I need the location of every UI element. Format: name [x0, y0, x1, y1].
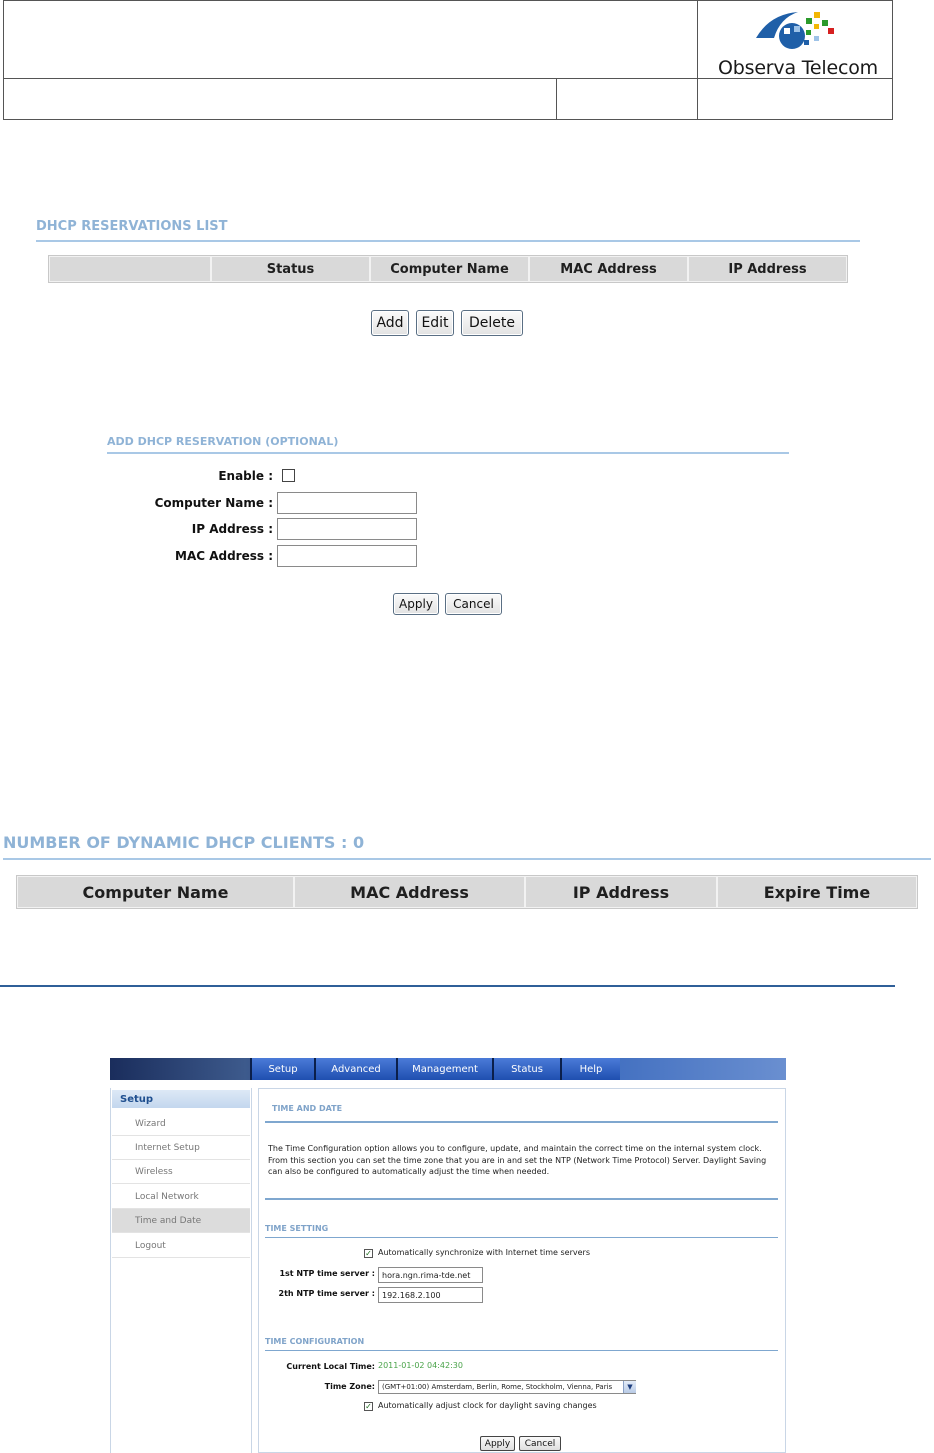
current-time-value: 2011-01-02 04:42:30	[378, 1361, 463, 1370]
col-client-mac-address: MAC Address	[294, 876, 525, 908]
cancel-button[interactable]: Cancel	[445, 593, 502, 615]
ntp1-input[interactable]: hora.ngn.rima-tde.net	[378, 1267, 483, 1283]
timezone-select[interactable]	[378, 1380, 636, 1394]
dynamic-clients-rule	[3, 858, 931, 860]
col-mac-address: MAC Address	[529, 256, 688, 282]
dynamic-clients-title: NUMBER OF DYNAMIC DHCP CLIENTS : 0	[3, 833, 365, 852]
time-setting-title: TIME SETTING	[265, 1224, 329, 1233]
timezone-label: Time Zone:	[324, 1382, 375, 1391]
ntp2-label: 2th NTP time server :	[278, 1289, 375, 1298]
sidebar-item-local-network[interactable]: Local Network	[112, 1185, 250, 1209]
company-name: Observa Telecom	[718, 57, 878, 79]
add-reservation-rule	[107, 452, 789, 454]
tab-setup[interactable]: Setup	[250, 1058, 314, 1080]
enable-checkbox[interactable]	[282, 469, 295, 482]
col-ip-address: IP Address	[688, 256, 847, 282]
ntp1-label: 1st NTP time server :	[279, 1269, 375, 1278]
sidebar-item-wizard[interactable]: Wizard	[112, 1112, 250, 1136]
sidebar-header: Setup	[112, 1090, 250, 1108]
col-client-ip-address: IP Address	[525, 876, 717, 908]
reservations-table-header	[48, 255, 848, 283]
sidebar-item-logout[interactable]: Logout	[112, 1234, 250, 1258]
company-logo	[750, 8, 840, 58]
time-configuration-rule	[265, 1350, 778, 1351]
col-select	[49, 256, 211, 282]
page-divider	[0, 985, 895, 987]
time-and-date-title: TIME AND DATE	[272, 1104, 343, 1113]
time-setting-rule	[265, 1237, 778, 1238]
enable-label: Enable :	[218, 469, 273, 483]
tab-management[interactable]: Management	[396, 1058, 492, 1080]
reservations-rule	[36, 240, 860, 242]
mac-address-input[interactable]	[277, 545, 417, 567]
computer-name-label: Computer Name :	[154, 496, 273, 510]
col-client-expire-time: Expire Time	[717, 876, 917, 908]
dynamic-clients-table-header	[16, 875, 918, 909]
timezone-value: (GMT+01:00) Amsterdam, Berlin, Rome, Stockholm, Vienna, Paris	[382, 1383, 613, 1391]
delete-button[interactable]: Delete	[461, 310, 523, 336]
sidebar-item-wireless[interactable]: Wireless	[112, 1160, 250, 1184]
dst-checkbox[interactable]: ✓	[365, 1402, 372, 1411]
col-status: Status	[211, 256, 370, 282]
auto-sync-checkbox[interactable]: ✓	[365, 1249, 372, 1258]
tab-help[interactable]: Help	[560, 1058, 620, 1080]
tab-advanced[interactable]: Advanced	[314, 1058, 396, 1080]
sidebar-item-time-and-date[interactable]: Time and Date	[112, 1209, 250, 1233]
time-and-date-rule	[265, 1121, 778, 1123]
current-time-label: Current Local Time:	[286, 1362, 375, 1371]
auto-sync-label: Automatically synchronize with Internet time servers	[378, 1248, 590, 1257]
ntp2-input[interactable]: 192.168.2.100	[378, 1287, 483, 1303]
add-button[interactable]: Add	[371, 310, 409, 336]
time-configuration-title: TIME CONFIGURATION	[265, 1337, 365, 1346]
col-client-computer-name: Computer Name	[17, 876, 294, 908]
router-ui-screenshot	[110, 1058, 786, 1453]
add-reservation-title: ADD DHCP RESERVATION (OPTIONAL)	[107, 435, 339, 448]
chevron-down-icon[interactable]: ▼	[623, 1381, 636, 1393]
router-apply-button[interactable]: Apply	[480, 1436, 515, 1451]
sidebar-item-internet-setup[interactable]: Internet Setup	[112, 1136, 250, 1160]
time-and-date-description: The Time Configuration option allows you to configure, update, and maintain the correct time on the internal system clock. From this section you can set the time zone that you are in and set the NTP (Network Time Protocol) Server. Daylight Saving can also be configured to automatically adjust the time when needed.	[268, 1144, 767, 1176]
dst-label: Automatically adjust clock for daylight saving changes	[378, 1401, 597, 1410]
ip-address-label: IP Address :	[191, 522, 273, 536]
reservations-title: DHCP RESERVATIONS LIST	[36, 219, 228, 234]
apply-button[interactable]: Apply	[393, 593, 439, 615]
col-computer-name: Computer Name	[370, 256, 529, 282]
description-rule	[265, 1198, 778, 1200]
mac-address-label: MAC Address :	[175, 549, 273, 563]
tab-status[interactable]: Status	[492, 1058, 560, 1080]
edit-button[interactable]: Edit	[416, 310, 454, 336]
ip-address-input[interactable]	[277, 518, 417, 540]
router-cancel-button[interactable]: Cancel	[519, 1436, 561, 1451]
computer-name-input[interactable]	[277, 492, 417, 514]
